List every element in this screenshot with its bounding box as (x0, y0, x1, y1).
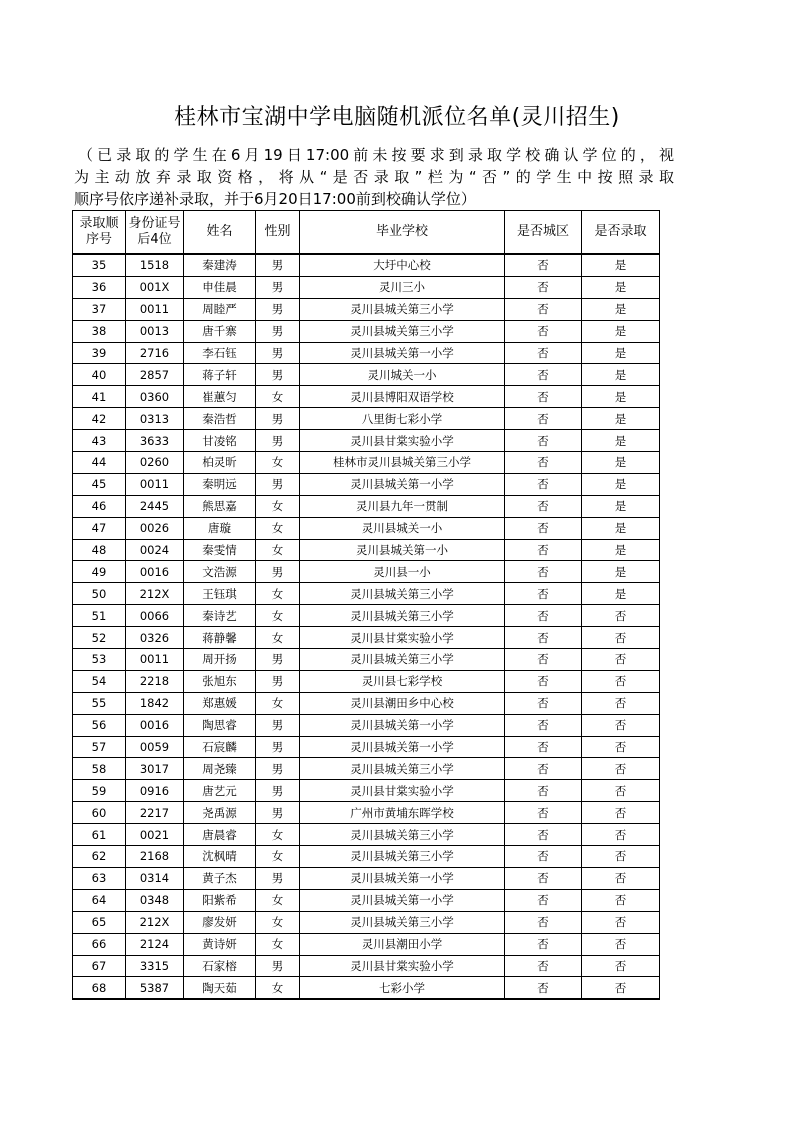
order-cell: 37 (73, 298, 126, 320)
name-cell: 唐千寨 (184, 320, 256, 342)
id-last4-cell: 0011 (126, 649, 184, 671)
table-header-row (73, 211, 660, 255)
urban-cell: 否 (505, 714, 582, 736)
urban-cell: 否 (505, 736, 582, 758)
header-is-urban: 是否城区 (505, 211, 582, 255)
id-last4-cell: 0260 (126, 452, 184, 474)
gender-cell: 男 (256, 364, 300, 386)
admitted-cell: 否 (582, 824, 660, 846)
name-cell: 周尧臻 (184, 758, 256, 780)
table-row (73, 911, 660, 933)
urban-cell: 否 (505, 495, 582, 517)
urban-cell: 否 (505, 846, 582, 868)
admitted-cell: 是 (582, 386, 660, 408)
table-row (73, 473, 660, 495)
urban-cell: 否 (505, 386, 582, 408)
admitted-cell: 否 (582, 736, 660, 758)
table-row (73, 561, 660, 583)
order-cell: 35 (73, 254, 126, 276)
admitted-cell: 否 (582, 627, 660, 649)
header-id-last4: 身份证号后4位 (126, 211, 184, 255)
table-row (73, 780, 660, 802)
name-cell: 黄子杰 (184, 867, 256, 889)
order-cell: 61 (73, 824, 126, 846)
urban-cell: 否 (505, 320, 582, 342)
school-cell: 灵川县城关第三小学 (300, 649, 505, 671)
admitted-cell: 否 (582, 867, 660, 889)
id-last4-cell: 0066 (126, 605, 184, 627)
id-last4-cell: 0026 (126, 517, 184, 539)
school-cell: 灵川县潮田乡中心校 (300, 692, 505, 714)
table-row (73, 386, 660, 408)
table-row (73, 539, 660, 561)
gender-cell: 男 (256, 430, 300, 452)
school-cell: 灵川县城关第一小学 (300, 473, 505, 495)
name-cell: 秦诗艺 (184, 605, 256, 627)
name-cell: 蒋静馨 (184, 627, 256, 649)
gender-cell: 男 (256, 758, 300, 780)
order-cell: 44 (73, 452, 126, 474)
note-line: （已录取的学生在6月19日17:00前未按要求到录取学校确认学位的，视 (78, 146, 674, 164)
admitted-cell: 是 (582, 298, 660, 320)
table-row (73, 254, 660, 276)
header-admission-order: 录取顺序号 (73, 211, 126, 255)
table-row (73, 430, 660, 452)
name-cell: 柏灵昕 (184, 452, 256, 474)
school-cell: 灵川县一小 (300, 561, 505, 583)
name-cell: 陶思睿 (184, 714, 256, 736)
gender-cell: 男 (256, 320, 300, 342)
gender-cell: 男 (256, 342, 300, 364)
id-last4-cell: 2218 (126, 670, 184, 692)
table-row (73, 364, 660, 386)
id-last4-cell: 0013 (126, 320, 184, 342)
table-row (73, 714, 660, 736)
admitted-cell: 否 (582, 605, 660, 627)
name-cell: 秦雯情 (184, 539, 256, 561)
gender-cell: 男 (256, 298, 300, 320)
table-row (73, 276, 660, 298)
gender-cell: 女 (256, 452, 300, 474)
table-row (73, 802, 660, 824)
order-cell: 41 (73, 386, 126, 408)
admitted-cell: 是 (582, 364, 660, 386)
name-cell: 阳紫希 (184, 889, 256, 911)
id-last4-cell: 2857 (126, 364, 184, 386)
urban-cell: 否 (505, 605, 582, 627)
school-cell: 灵川城关一小 (300, 364, 505, 386)
order-cell: 68 (73, 977, 126, 999)
document-title: 桂林市宝湖中学电脑随机派位名单(灵川招生) (174, 105, 620, 130)
admitted-cell: 是 (582, 539, 660, 561)
header-name: 姓名 (184, 211, 256, 255)
table-body (73, 254, 660, 999)
urban-cell: 否 (505, 867, 582, 889)
admitted-cell: 否 (582, 780, 660, 802)
urban-cell: 否 (505, 824, 582, 846)
order-cell: 62 (73, 846, 126, 868)
school-cell: 灵川县城关第一小 (300, 539, 505, 561)
urban-cell: 否 (505, 254, 582, 276)
table-row (73, 977, 660, 999)
school-cell: 大圩中心校 (300, 254, 505, 276)
name-cell: 黄诗妍 (184, 933, 256, 955)
urban-cell: 否 (505, 933, 582, 955)
order-cell: 50 (73, 583, 126, 605)
urban-cell: 否 (505, 627, 582, 649)
order-cell: 36 (73, 276, 126, 298)
order-cell: 49 (73, 561, 126, 583)
table-row (73, 889, 660, 911)
school-cell: 灵川县城关第三小学 (300, 824, 505, 846)
order-cell: 64 (73, 889, 126, 911)
order-cell: 46 (73, 495, 126, 517)
table-row (73, 627, 660, 649)
name-cell: 郑惠媛 (184, 692, 256, 714)
admitted-cell: 否 (582, 714, 660, 736)
id-last4-cell: 2716 (126, 342, 184, 364)
school-cell: 灵川县城关第三小学 (300, 605, 505, 627)
admitted-cell: 否 (582, 933, 660, 955)
id-last4-cell: 0024 (126, 539, 184, 561)
id-last4-cell: 1518 (126, 254, 184, 276)
urban-cell: 否 (505, 517, 582, 539)
admitted-cell: 是 (582, 342, 660, 364)
gender-cell: 女 (256, 846, 300, 868)
admitted-cell: 是 (582, 583, 660, 605)
table-row (73, 846, 660, 868)
table-row (73, 408, 660, 430)
admitted-cell: 否 (582, 846, 660, 868)
table-row (73, 452, 660, 474)
id-last4-cell: 3315 (126, 955, 184, 977)
urban-cell: 否 (505, 758, 582, 780)
urban-cell: 否 (505, 780, 582, 802)
id-last4-cell: 0314 (126, 867, 184, 889)
admitted-cell: 是 (582, 254, 660, 276)
order-cell: 53 (73, 649, 126, 671)
urban-cell: 否 (505, 649, 582, 671)
gender-cell: 男 (256, 780, 300, 802)
admitted-cell: 是 (582, 517, 660, 539)
name-cell: 周睦严 (184, 298, 256, 320)
admitted-cell: 是 (582, 408, 660, 430)
order-cell: 45 (73, 473, 126, 495)
id-last4-cell: 5387 (126, 977, 184, 999)
id-last4-cell: 0348 (126, 889, 184, 911)
order-cell: 48 (73, 539, 126, 561)
header-is-admitted: 是否录取 (582, 211, 660, 255)
admitted-cell: 否 (582, 911, 660, 933)
urban-cell: 否 (505, 911, 582, 933)
urban-cell: 否 (505, 452, 582, 474)
id-last4-cell: 0021 (126, 824, 184, 846)
header-gender: 性别 (256, 211, 300, 255)
order-cell: 55 (73, 692, 126, 714)
gender-cell: 男 (256, 408, 300, 430)
order-cell: 57 (73, 736, 126, 758)
admitted-cell: 否 (582, 889, 660, 911)
table-row (73, 955, 660, 977)
table-row (73, 605, 660, 627)
name-cell: 秦建涛 (184, 254, 256, 276)
name-cell: 秦明远 (184, 473, 256, 495)
urban-cell: 否 (505, 692, 582, 714)
name-cell: 陶天茹 (184, 977, 256, 999)
id-last4-cell: 001X (126, 276, 184, 298)
gender-cell: 女 (256, 605, 300, 627)
school-cell: 灵川县甘棠实验小学 (300, 627, 505, 649)
urban-cell: 否 (505, 977, 582, 999)
school-cell: 灵川县甘棠实验小学 (300, 780, 505, 802)
gender-cell: 男 (256, 670, 300, 692)
school-cell: 灵川县城关第三小学 (300, 911, 505, 933)
urban-cell: 否 (505, 276, 582, 298)
gender-cell: 男 (256, 867, 300, 889)
id-last4-cell: 0360 (126, 386, 184, 408)
id-last4-cell: 0313 (126, 408, 184, 430)
order-cell: 38 (73, 320, 126, 342)
gender-cell: 男 (256, 649, 300, 671)
order-cell: 59 (73, 780, 126, 802)
school-cell: 灵川县城关第三小学 (300, 320, 505, 342)
gender-cell: 女 (256, 933, 300, 955)
school-cell: 灵川县城关第一小学 (300, 342, 505, 364)
order-cell: 60 (73, 802, 126, 824)
note-line: 顺序号依序递补录取，并于6月20日17:00前到校确认学位） (74, 190, 476, 208)
table-row (73, 692, 660, 714)
table-row (73, 342, 660, 364)
name-cell: 唐晨睿 (184, 824, 256, 846)
id-last4-cell: 2168 (126, 846, 184, 868)
id-last4-cell: 212X (126, 583, 184, 605)
admitted-cell: 否 (582, 670, 660, 692)
name-cell: 王钰琪 (184, 583, 256, 605)
school-cell: 灵川县城关第一小学 (300, 889, 505, 911)
gender-cell: 女 (256, 911, 300, 933)
table-row (73, 517, 660, 539)
admission-note (74, 144, 674, 210)
gender-cell: 男 (256, 955, 300, 977)
id-last4-cell: 0059 (126, 736, 184, 758)
school-cell: 七彩小学 (300, 977, 505, 999)
urban-cell: 否 (505, 583, 582, 605)
gender-cell: 男 (256, 276, 300, 298)
table-row (73, 867, 660, 889)
id-last4-cell: 0016 (126, 561, 184, 583)
name-cell: 唐艺元 (184, 780, 256, 802)
gender-cell: 女 (256, 627, 300, 649)
order-cell: 67 (73, 955, 126, 977)
table-row (73, 824, 660, 846)
id-last4-cell: 0011 (126, 473, 184, 495)
school-cell: 八里街七彩小学 (300, 408, 505, 430)
table-row (73, 495, 660, 517)
urban-cell: 否 (505, 364, 582, 386)
table-row (73, 649, 660, 671)
order-cell: 56 (73, 714, 126, 736)
table-row (73, 758, 660, 780)
table-row (73, 670, 660, 692)
name-cell: 崔蕙匀 (184, 386, 256, 408)
id-last4-cell: 0011 (126, 298, 184, 320)
gender-cell: 女 (256, 517, 300, 539)
name-cell: 熊思嘉 (184, 495, 256, 517)
order-cell: 42 (73, 408, 126, 430)
order-cell: 43 (73, 430, 126, 452)
admitted-cell: 否 (582, 802, 660, 824)
school-cell: 灵川三小 (300, 276, 505, 298)
admitted-cell: 否 (582, 977, 660, 999)
id-last4-cell: 0016 (126, 714, 184, 736)
table-row (73, 320, 660, 342)
id-last4-cell: 0326 (126, 627, 184, 649)
urban-cell: 否 (505, 539, 582, 561)
admitted-cell: 是 (582, 320, 660, 342)
school-cell: 灵川县博阳双语学校 (300, 386, 505, 408)
school-cell: 灵川县城关第三小学 (300, 846, 505, 868)
order-cell: 63 (73, 867, 126, 889)
gender-cell: 女 (256, 539, 300, 561)
name-cell: 甘凌铭 (184, 430, 256, 452)
name-cell: 蒋子轩 (184, 364, 256, 386)
name-cell: 李石钰 (184, 342, 256, 364)
school-cell: 灵川县城关第三小学 (300, 583, 505, 605)
gender-cell: 女 (256, 692, 300, 714)
admitted-cell: 是 (582, 430, 660, 452)
admitted-cell: 是 (582, 495, 660, 517)
table-row (73, 583, 660, 605)
gender-cell: 女 (256, 583, 300, 605)
admitted-cell: 是 (582, 473, 660, 495)
name-cell: 唐璇 (184, 517, 256, 539)
gender-cell: 女 (256, 824, 300, 846)
urban-cell: 否 (505, 561, 582, 583)
school-cell: 桂林市灵川县城关第三小学 (300, 452, 505, 474)
order-cell: 65 (73, 911, 126, 933)
header-graduation-school: 毕业学校 (300, 211, 505, 255)
gender-cell: 女 (256, 386, 300, 408)
gender-cell: 男 (256, 802, 300, 824)
school-cell: 灵川县城关第一小学 (300, 867, 505, 889)
id-last4-cell: 1842 (126, 692, 184, 714)
school-cell: 灵川县潮田小学 (300, 933, 505, 955)
urban-cell: 否 (505, 802, 582, 824)
admitted-cell: 否 (582, 692, 660, 714)
admitted-cell: 是 (582, 276, 660, 298)
table-row (73, 933, 660, 955)
school-cell: 灵川县城关一小 (300, 517, 505, 539)
name-cell: 周开扬 (184, 649, 256, 671)
name-cell: 石宸麟 (184, 736, 256, 758)
school-cell: 广州市黄埔东晖学校 (300, 802, 505, 824)
name-cell: 尧禹源 (184, 802, 256, 824)
admitted-cell: 是 (582, 561, 660, 583)
order-cell: 54 (73, 670, 126, 692)
gender-cell: 男 (256, 736, 300, 758)
name-cell: 廖发妍 (184, 911, 256, 933)
school-cell: 灵川县七彩学校 (300, 670, 505, 692)
admitted-cell: 否 (582, 758, 660, 780)
urban-cell: 否 (505, 342, 582, 364)
id-last4-cell: 2217 (126, 802, 184, 824)
urban-cell: 否 (505, 430, 582, 452)
school-cell: 灵川县九年一贯制 (300, 495, 505, 517)
school-cell: 灵川县城关第一小学 (300, 736, 505, 758)
order-cell: 66 (73, 933, 126, 955)
order-cell: 52 (73, 627, 126, 649)
urban-cell: 否 (505, 889, 582, 911)
id-last4-cell: 3017 (126, 758, 184, 780)
school-cell: 灵川县城关第三小学 (300, 298, 505, 320)
gender-cell: 男 (256, 561, 300, 583)
id-last4-cell: 0916 (126, 780, 184, 802)
admission-table (72, 210, 660, 1000)
table-row (73, 298, 660, 320)
gender-cell: 女 (256, 889, 300, 911)
name-cell: 申佳晨 (184, 276, 256, 298)
id-last4-cell: 2445 (126, 495, 184, 517)
urban-cell: 否 (505, 298, 582, 320)
gender-cell: 男 (256, 714, 300, 736)
admitted-cell: 否 (582, 649, 660, 671)
school-cell: 灵川县城关第三小学 (300, 758, 505, 780)
id-last4-cell: 212X (126, 911, 184, 933)
urban-cell: 否 (505, 955, 582, 977)
school-cell: 灵川县城关第一小学 (300, 714, 505, 736)
table-row (73, 736, 660, 758)
name-cell: 秦浩哲 (184, 408, 256, 430)
id-last4-cell: 3633 (126, 430, 184, 452)
id-last4-cell: 2124 (126, 933, 184, 955)
urban-cell: 否 (505, 473, 582, 495)
order-cell: 58 (73, 758, 126, 780)
gender-cell: 女 (256, 977, 300, 999)
note-line: 为主动放弃录取资格，将从“是否录取”栏为“否”的学生中按照录取 (74, 168, 674, 186)
order-cell: 39 (73, 342, 126, 364)
urban-cell: 否 (505, 670, 582, 692)
name-cell: 张旭东 (184, 670, 256, 692)
gender-cell: 女 (256, 495, 300, 517)
name-cell: 文浩源 (184, 561, 256, 583)
school-cell: 灵川县甘棠实验小学 (300, 430, 505, 452)
order-cell: 40 (73, 364, 126, 386)
school-cell: 灵川县甘棠实验小学 (300, 955, 505, 977)
gender-cell: 男 (256, 473, 300, 495)
order-cell: 51 (73, 605, 126, 627)
order-cell: 47 (73, 517, 126, 539)
gender-cell: 男 (256, 254, 300, 276)
urban-cell: 否 (505, 408, 582, 430)
admitted-cell: 否 (582, 955, 660, 977)
admitted-cell: 是 (582, 452, 660, 474)
name-cell: 石家榕 (184, 955, 256, 977)
name-cell: 沈枫晴 (184, 846, 256, 868)
